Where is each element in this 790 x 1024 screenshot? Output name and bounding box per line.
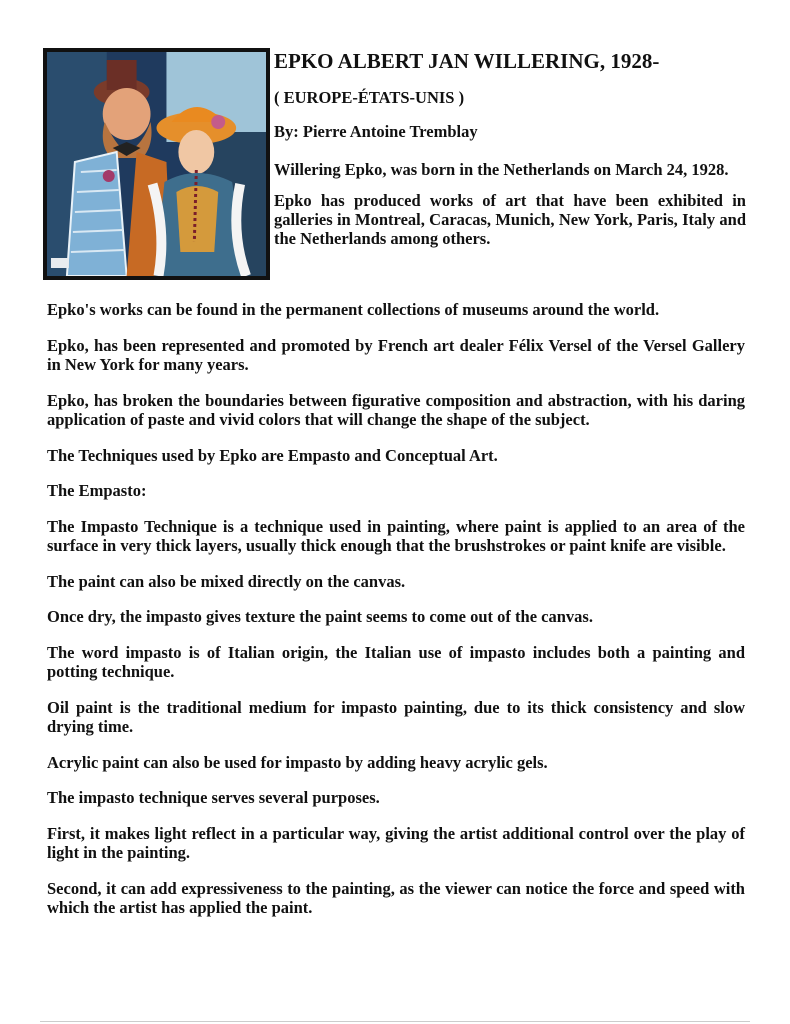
- section-heading-empasto: The Empasto:: [47, 481, 147, 500]
- body-paragraph: Acrylic paint can also be used for impasto by adding heavy acrylic gels.: [47, 752, 548, 772]
- body-paragraph: Second, it can add expressiveness to the painting, as the viewer can notice the force and speed with which the artist has applied the paint.: [47, 878, 745, 917]
- page-title: EPKO ALBERT JAN WILLERING, 1928-: [274, 49, 660, 73]
- body-paragraph: The paint can also be mixed directly on the canvas.: [47, 571, 406, 591]
- body-paragraph: The word impasto is of Italian origin, the Italian use of impasto includes both a painting and potting technique.: [47, 642, 745, 681]
- painting-image: [43, 48, 270, 280]
- author-byline: By: Pierre Antoine Tremblay: [274, 122, 478, 141]
- body-paragraph: The impasto technique serves several purposes.: [47, 788, 380, 807]
- couple-painting-illustration: [47, 52, 266, 276]
- intro-paragraph-birth: Willering Epko, was born in the Netherlands on March 24, 1928.: [274, 160, 729, 179]
- body-text: [47, 300, 745, 934]
- body-paragraph: Once dry, the impasto gives texture the paint seems to come out of the canvas.: [47, 607, 593, 626]
- body-paragraph: Oil paint is the traditional medium for impasto painting, due to its thick consistency and slow drying time.: [47, 697, 745, 736]
- page-subtitle: ( EUROPE-ÉTATS-UNIS ): [274, 88, 465, 107]
- body-paragraph: Epko's works can be found in the permanent collections of museums around the world.: [47, 300, 660, 319]
- body-paragraph: First, it makes light reflect in a particular way, giving the artist additional control over the play of light in the painting.: [47, 823, 745, 862]
- body-paragraph: Epko, has broken the boundaries between figurative composition and abstraction, with his daring application of paste and vivid colors that will change the shape of the subject.: [47, 390, 745, 429]
- body-paragraph: The Impasto Technique is a technique used in painting, where paint is applied to an area of the surface in very thick layers, usually thick enough that the brushstrokes or paint knife are visible.: [47, 516, 745, 555]
- body-paragraph: Epko, has been represented and promoted by French art dealer Félix Versel of the Versel Gallery in New York for many years.: [47, 335, 745, 374]
- body-paragraph: The Techniques used by Epko are Empasto and Conceptual Art.: [47, 445, 498, 465]
- intro-paragraph-exhibitions: Epko has produced works of art that have been exhibited in galleries in Montreal, Caracas, Munich, New York, Paris, Italy and the Netherlands among others.: [274, 191, 746, 248]
- page-bottom-divider: [40, 1021, 750, 1022]
- header-block: [274, 48, 746, 260]
